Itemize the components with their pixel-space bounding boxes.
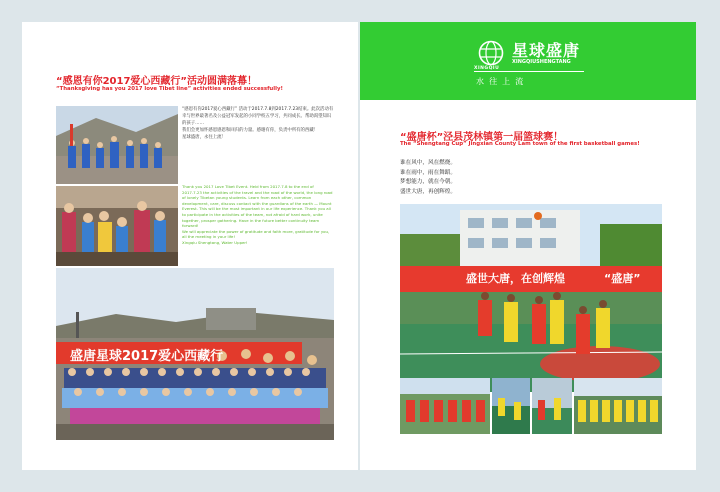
brand-slogan: 水 往 上 流 bbox=[476, 77, 524, 86]
brand-banner bbox=[360, 22, 696, 100]
basketball-banner-text: 盛世大唐，在创辉煌 bbox=[466, 272, 565, 285]
right-subtitle: The “Shengtang Cup” Jingxian County Lam town of the first basketball games! bbox=[400, 141, 640, 147]
poem bbox=[400, 159, 456, 197]
poem-line: 盛世大唐，再创辉煌。 bbox=[400, 188, 456, 195]
logo-text: XINGQIU bbox=[474, 66, 500, 71]
brand-name-en: XINGQIUSHENGTANG bbox=[512, 59, 571, 65]
game-action-photo bbox=[532, 378, 572, 434]
left-page bbox=[22, 22, 358, 470]
left-title: “感恩有你2017爱心西藏行”活动圆满落幕！ bbox=[56, 76, 257, 87]
right-page bbox=[360, 22, 696, 470]
globe-logo-icon bbox=[478, 40, 504, 66]
brand-name-cn: 星球盛唐 bbox=[512, 41, 581, 60]
poem-line: 谁在雨中，雨在舞蹈。 bbox=[400, 169, 456, 176]
poem-line: 谁在风中，风在燃烧。 bbox=[400, 160, 456, 166]
poem-line: 梦想能力，就在今朝。 bbox=[400, 179, 456, 186]
right-title: “盛唐杯”泾县茂林镇第一届篮球赛！ bbox=[400, 132, 564, 143]
left-subtitle: “Thanksgiving has you 2017 love Tibet line” activities ended successfully! bbox=[56, 86, 283, 92]
team-lineup-photo bbox=[400, 378, 490, 434]
basketball-game-photo bbox=[400, 204, 662, 392]
group-photo bbox=[56, 268, 334, 440]
award-ceremony-photo bbox=[574, 378, 662, 434]
team-mountain-photo bbox=[56, 106, 178, 184]
banner-divider bbox=[474, 71, 584, 72]
basketball-banner-right: “盛唐” bbox=[604, 272, 641, 285]
court-photo bbox=[492, 378, 530, 434]
left-body-en: Thank you 2017 Love Tibet Event. Held from 2017.7.8 to the end of 2017.7.23 the activities of the travel and the road of the world, the long road of lonely Tibetan young students. Learn from each other, common development, care, discuss contact with the guardians of the earth — Mount Everest. This will be the most important in our life experience. Thank you all to participate in the activities of the team, not afraid of hard work, unite together, prosper gathering. Have in the future better continuity team forward! We will appreciate the power of gratitude and faith more, gratitude for you, all the meeting in your life! Xingqiu Shengtang, Water Upper! bbox=[182, 184, 333, 245]
left-body-cn: “感恩有你2017爱心西藏行” 活动于2017.7.8到2017.7.23结束。此次活动有幸与世界最著名及公益冠军发起的小同学校五学习，共同成长。帮助渴望知识的孩子…… 我们会更加怀感恩感恩和回归的力量。感谢有你，负责中所有的西藏！ 星球盛唐，永往上流！ bbox=[182, 107, 334, 140]
children-gifts-photo bbox=[56, 186, 178, 266]
group-photo-banner-text: 盛唐星球2017爱心西藏行 bbox=[70, 349, 224, 364]
